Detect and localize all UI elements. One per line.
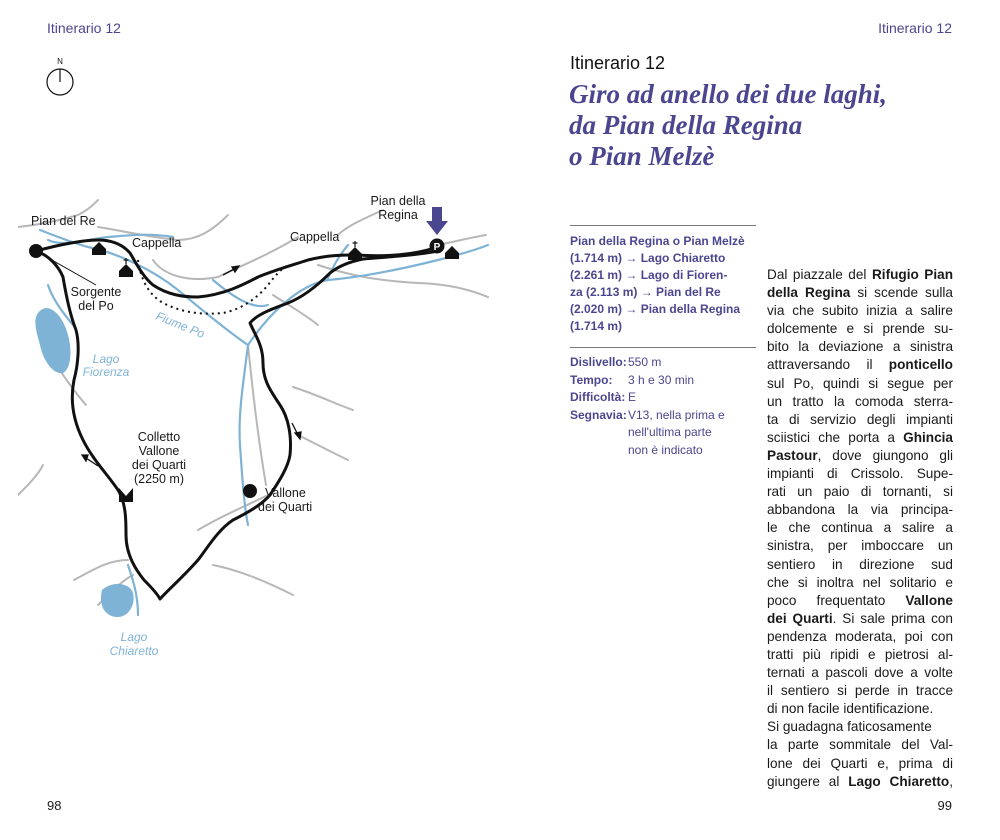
label-pian-regina-2: Regina <box>378 208 418 222</box>
label-sorgente-2: del Po <box>78 299 114 313</box>
label-lago-fiorenza-2: Fiorenza <box>82 365 130 379</box>
segnavia-value: V13, nella prima e nell'ultima parte non è indicato <box>628 407 725 457</box>
label-pian-del-re: Pian del Re <box>31 214 96 228</box>
difficolta-key: Difficoltà: <box>570 390 626 404</box>
label-colletto-4: (2250 m) <box>133 472 185 486</box>
dislivello-key: Dislivello: <box>570 355 627 369</box>
relief-lines <box>18 200 488 605</box>
label-vallone-2: dei Quarti <box>258 500 313 514</box>
running-header-left: Itinerario 12 <box>47 20 121 36</box>
vallone-point <box>243 484 257 498</box>
parking-label: P <box>433 242 441 253</box>
lake-chiaretto <box>101 584 134 617</box>
compass-label: N <box>57 58 63 66</box>
route-line: Pian della Regina o Pian Melzè <box>570 234 745 248</box>
label-cappella-right: Cappella <box>290 230 340 244</box>
route-line: (2.020 m) → Pian della Regina <box>570 302 741 316</box>
label-lago-fiorenza-1: Lago <box>92 352 120 366</box>
tempo-key: Tempo: <box>570 372 613 387</box>
route-map <box>18 185 498 675</box>
route-line: (1.714 m) → Lago Chiaretto <box>570 251 726 265</box>
title-line: o Pian Melzè <box>569 141 715 171</box>
label-sorgente-1: Sorgente <box>70 285 122 299</box>
tempo-value: 3 h e 30 min <box>628 372 695 387</box>
route-line: za (2.113 m) → Pian del Re <box>570 285 721 299</box>
route-line: (1.714 m) <box>570 319 623 333</box>
segnavia-key: Segnavia: <box>570 407 627 422</box>
label-colletto-3: dei Quarti <box>131 458 187 472</box>
route-info <box>570 348 756 459</box>
running-header-right: Itinerario 12 <box>878 20 952 36</box>
compass-north-icon <box>44 58 76 98</box>
label-colletto-2: Vallone <box>138 444 180 458</box>
pass-symbol <box>119 488 133 502</box>
label-lago-chiaretto-2: Chiaretto <box>109 644 159 658</box>
route-summary <box>570 225 756 459</box>
label-vallone-1: Vallone <box>265 486 306 500</box>
label-fiume-po: Fiume Po <box>153 308 207 342</box>
title-line: Giro ad anello dei due laghi, <box>569 79 888 109</box>
title-line: da Pian della Regina <box>569 110 803 140</box>
itinerary-label: Itinerario 12 <box>570 53 666 73</box>
body-text: Dal piazzale del Rifugio Pian della Regina si scende sulla via che subito inizia a salire dolcemente e si prende su- bito la deviazione a sinistra attraversando il ponticello sul Po, quindi si segue per un tratto la comoda sterra- ta di servizio degli impianti sciistici che porta a Ghincia Pastour, dove giungono gli impianti di Crissolo. Supe- rati un paio di tornanti, si abbandona la via principa- le che continua a salire a sinistra, per imboccare un sentiero in direzione sud che si inoltra nel solitario e poco frequentato Vallone dei Quarti. Si sale prima con pendenza moderata, poi con tratti più ripidi e pietrosi al- ternati a pascoli dove a volte il sentiero si perde in tracce di non facile identificazione. Si guadagna faticosamente la parte sommitale del Val- lone dei Quarti e, prima di giungere al Lago Chiaretto, <box>767 267 953 789</box>
dislivello-value: 550 m <box>628 355 662 369</box>
page-number-right: 99 <box>937 798 952 813</box>
difficolta-value: E <box>628 390 637 404</box>
route-stages <box>570 226 756 347</box>
label-colletto-1: Colletto <box>137 430 181 444</box>
label-lago-chiaretto-1: Lago <box>120 630 148 644</box>
page-title <box>569 79 969 172</box>
lake-fiorenza <box>35 308 70 373</box>
label-pian-regina-1: Pian della <box>370 194 426 208</box>
route-line: (2.261 m) → Lago di Fioren- <box>570 268 728 282</box>
start-arrow-icon <box>426 207 448 235</box>
label-cappella-left: Cappella <box>132 236 182 250</box>
page-number-left: 98 <box>47 798 62 813</box>
